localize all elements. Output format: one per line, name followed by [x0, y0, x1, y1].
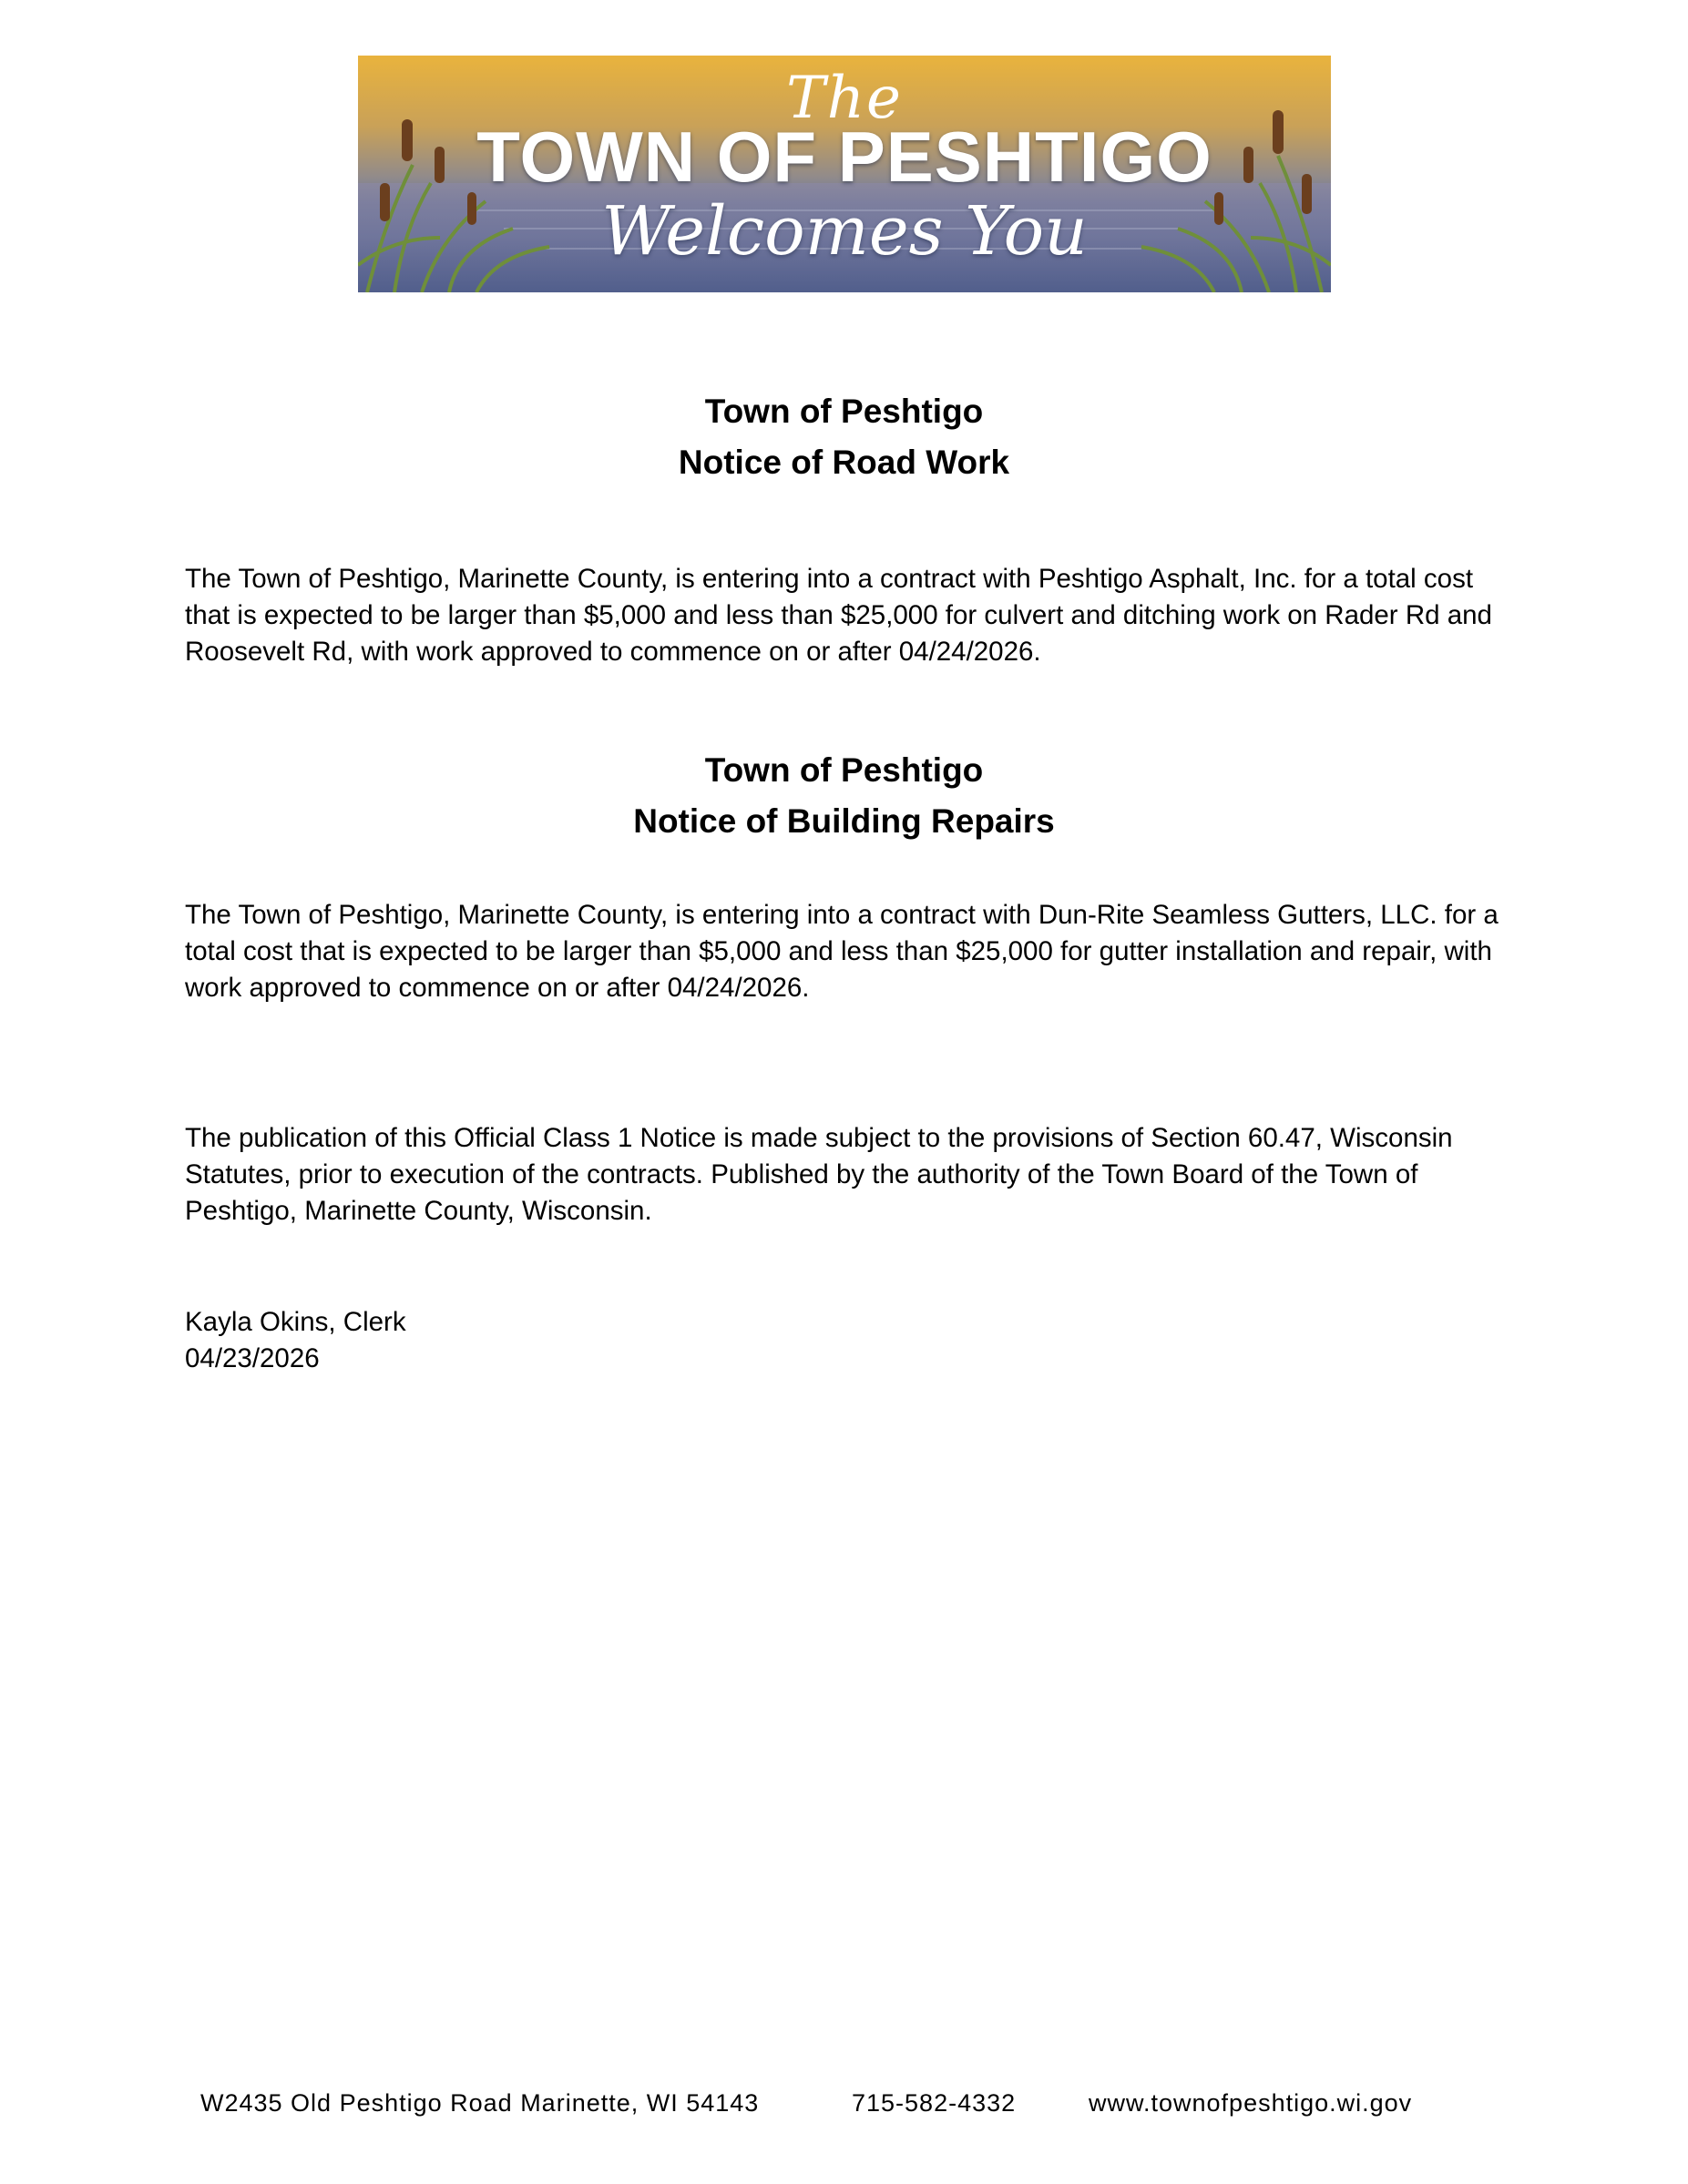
- footer-phone: 715-582-4332: [852, 2089, 1017, 2117]
- banner-town-name: TOWN OF PESHTIGO: [476, 117, 1212, 197]
- clerk-signature: Kayla Okins, Clerk: [185, 1307, 406, 1337]
- building-notice-body: The Town of Peshtigo, Marinette County, is entering into a contract with Dun-Rite Seamless Gutters, LLC. for a total cost that is expected to be larger than $5,000 and less than $25,000 for gutter installation and repair, with work approved to commence on or after 04/24/2026.: [185, 900, 1499, 1003]
- banner-welcome-text: Welcomes You: [601, 192, 1088, 270]
- road-notice-body: The Town of Peshtigo, Marinette County, is entering into a contract with Peshtigo Asphalt, Inc. for a total cost that is expected to be larger than $5,000 and less than $25,000 for culvert and ditching work on Rader Rd and Roosevelt Rd, with work approved to commence on or after 04/24/2026.: [185, 564, 1492, 667]
- publication-paragraph: The publication of this Official Class 1 Notice is made subject to the provisions of Section 60.47, Wisconsin Statutes, prior to execution of the contracts. Published by the authority of the Town Board of the Town of Peshtigo, Marinette County, Wisconsin.: [185, 1123, 1453, 1226]
- footer-address: W2435 Old Peshtigo Road Marinette, WI 54143: [200, 2089, 760, 2117]
- town-banner: [358, 56, 1331, 292]
- signature-date: 04/23/2026: [185, 1343, 320, 1373]
- footer-website[interactable]: www.townofpeshtigo.wi.gov: [1089, 2089, 1413, 2117]
- road-notice-title: Town of Peshtigo: [704, 393, 984, 430]
- building-notice-subtitle: Notice of Building Repairs: [633, 802, 1055, 840]
- building-notice-title: Town of Peshtigo: [704, 751, 984, 789]
- road-notice-subtitle: Notice of Road Work: [678, 444, 1010, 481]
- banner-the-text: The: [786, 65, 903, 132]
